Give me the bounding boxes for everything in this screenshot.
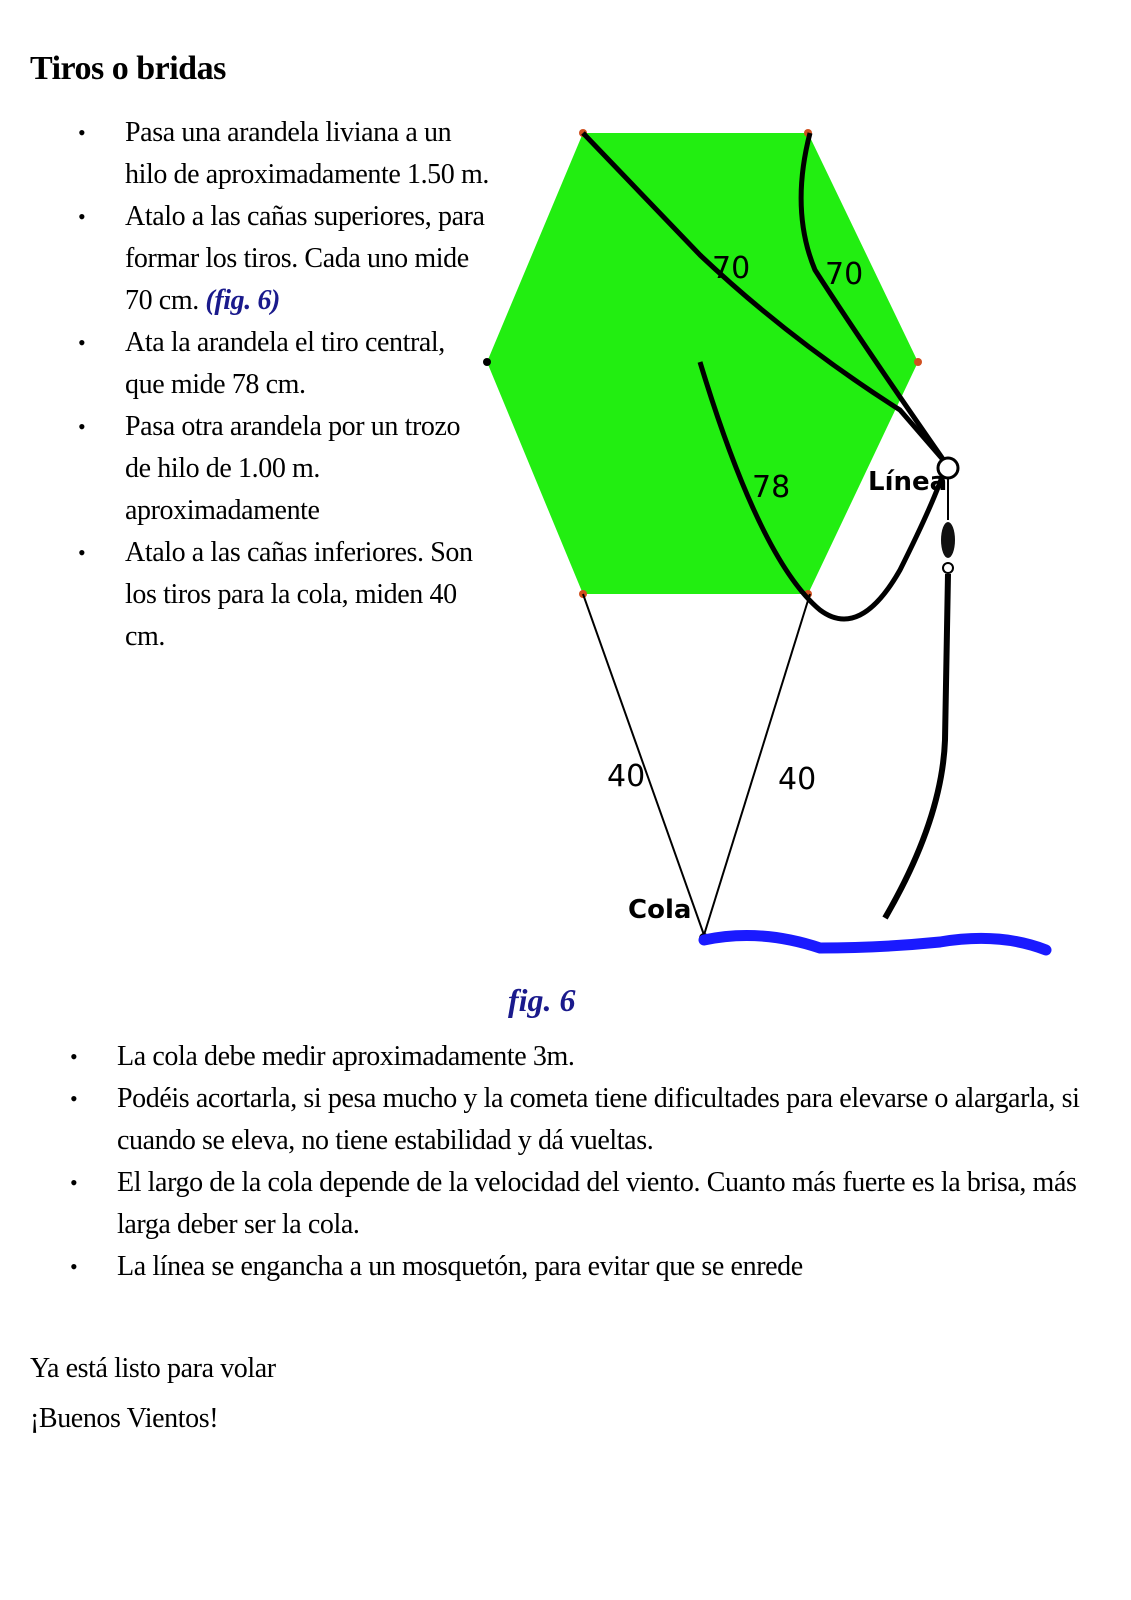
bullet-icon: • [78,414,86,439]
bullet-icon: • [78,330,86,355]
bullet-icon: • [70,1086,78,1111]
closing-line-greeting: ¡Buenos Vientos! [30,1403,219,1434]
bullet-icon: • [70,1170,78,1195]
bullet-icon: • [70,1254,78,1279]
bullet-icon: • [78,204,86,229]
step-text: Atalo a las cañas inferiores. Son los tiros para la cola, miden 40 cm. [125,537,473,652]
note-text: El largo de la cola depende de la velocidad del viento. Cuanto más fuerte es la brisa, más larga deber ser la cola. [117,1167,1077,1240]
flying-line [885,574,948,918]
label-70-left: 70 [712,251,751,286]
step-text: Ata la arandela el tiro central, que mide 78 cm. [125,327,445,400]
corner-marker [914,358,922,366]
corner-marker [483,358,491,366]
label-78: 78 [752,470,791,505]
swivel-ring [943,563,953,573]
closing-block [30,1344,276,1444]
label-40-right: 40 [778,762,817,797]
label-40-left: 40 [607,759,646,794]
bullet-icon: • [70,1044,78,1069]
section-heading: Tiros o bridas [30,50,226,87]
kite-tail [704,936,1046,951]
note-text: Podéis acortarla, si pesa mucho y la cometa tiene dificultades para elevarse o alargarla, si cuando se eleva, no tiene estabilidad y dá vueltas. [117,1083,1080,1156]
step-text: Atalo a las cañas superiores, para formar los tiros. Cada uno mide 70 cm. [125,201,485,316]
label-linea: Línea [868,467,948,497]
closing-line-ready: Ya está listo para volar [30,1353,276,1384]
label-70-right: 70 [825,257,864,292]
step-text: Pasa otra arandela por un trozo de hilo de 1.00 m. aproximadamente [125,411,461,526]
list-item [62,1078,1102,1162]
bullet-icon: • [78,120,86,145]
figure-caption: fig. 6 [508,982,576,1018]
list-item [62,1246,1102,1288]
list-item [62,1162,1102,1246]
note-text: La línea se engancha a un mosquetón, para evitar que se enrede [117,1251,803,1282]
label-cola: Cola [628,895,692,925]
list-item [62,1036,1102,1078]
step-text: Pasa una arandela liviana a un hilo de aproximadamente 1.50 m. [125,117,489,190]
note-text: La cola debe medir aproximadamente 3m. [117,1041,575,1072]
swivel [941,522,955,558]
bullet-icon: • [78,540,86,565]
figure-reference: (fig. 6) [205,285,280,316]
tail-notes-list [62,1036,1102,1288]
